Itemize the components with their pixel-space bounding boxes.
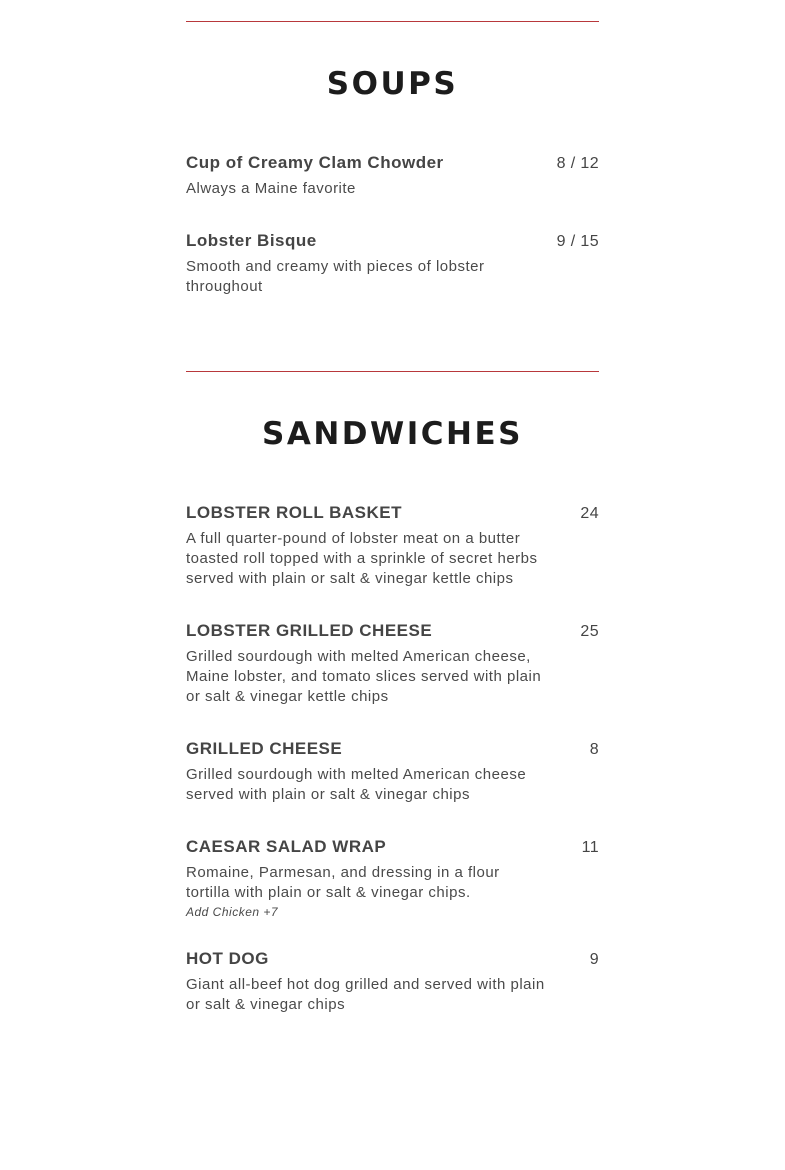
item-name: Lobster Bisque <box>186 231 317 250</box>
menu-item <box>186 153 599 199</box>
item-note: Add Chicken +7 <box>186 905 279 919</box>
item-name: HOT DOG <box>186 949 269 968</box>
item-price: 9 / 15 <box>556 233 599 250</box>
item-price: 25 <box>580 623 599 640</box>
item-description: Smooth and creamy with pieces of lobster throughout <box>186 258 485 295</box>
item-description: Always a Maine favorite <box>186 180 356 197</box>
item-description: Romaine, Parmesan, and dressing in a flour tortilla with plain or salt & vinegar chips. <box>186 864 500 901</box>
item-description: Grilled sourdough with melted American cheese served with plain or salt & vinegar chips <box>186 766 527 803</box>
item-name: CAESAR SALAD WRAP <box>186 837 387 856</box>
section-title-sandwiches: SANDWICHES <box>262 416 523 452</box>
section-divider <box>186 371 599 372</box>
item-name: GRILLED CHEESE <box>186 739 343 758</box>
item-price: 11 <box>581 839 599 856</box>
item-name: LOBSTER ROLL BASKET <box>186 503 403 522</box>
item-price: 24 <box>580 505 599 522</box>
item-description: A full quarter-pound of lobster meat on a butter toasted roll topped with a sprinkle of secret herbs served with plain or salt & vinegar kettle chips <box>186 530 538 587</box>
item-price: 8 / 12 <box>556 155 599 172</box>
menu-item <box>186 621 599 707</box>
menu-item <box>186 503 599 589</box>
item-description: Grilled sourdough with melted American cheese, Maine lobster, and tomato slices served with plain or salt & vinegar kettle chips <box>186 648 542 705</box>
menu-item <box>186 739 599 805</box>
item-description: Giant all-beef hot dog grilled and served with plain or salt & vinegar chips <box>186 976 545 1013</box>
item-price: 8 <box>589 741 599 758</box>
menu-item <box>186 231 599 297</box>
section-title-soups: SOUPS <box>326 66 459 102</box>
section-divider <box>186 21 599 22</box>
menu <box>186 21 599 1015</box>
menu-item <box>186 837 599 919</box>
item-name: LOBSTER GRILLED CHEESE <box>186 621 433 640</box>
item-name: Cup of Creamy Clam Chowder <box>186 153 444 172</box>
menu-item <box>186 949 599 1015</box>
item-price: 9 <box>589 951 599 968</box>
